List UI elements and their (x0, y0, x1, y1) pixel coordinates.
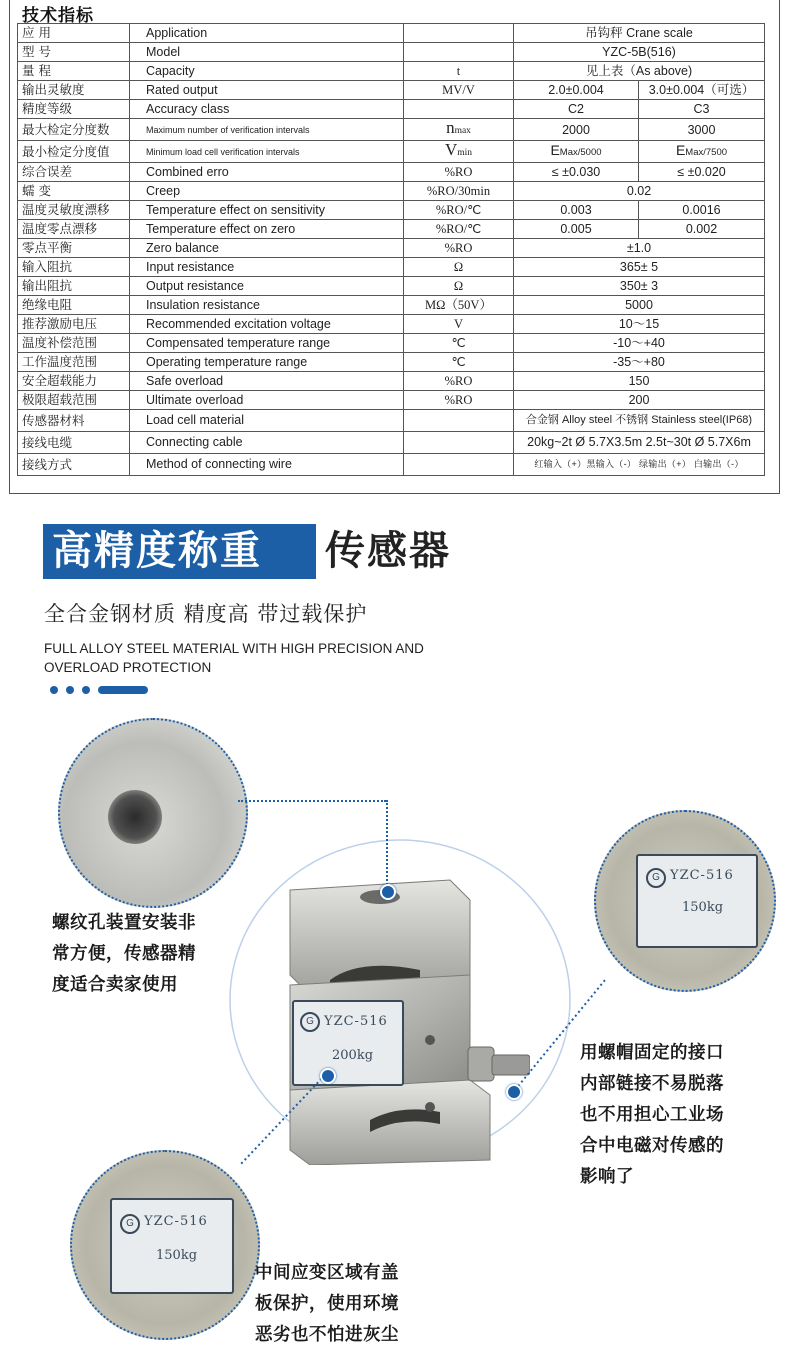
table-row: 接线方式 Method of connecting wire 红输入（+）黑输入（-） 绿输出（+） 白输出（-） (18, 454, 765, 476)
bar-icon (98, 686, 148, 694)
table-row: 工作温度范围 Operating temperature range ℃ -35～+80 (18, 353, 765, 372)
zoom-plate: G YZC-516 150kg (110, 1198, 234, 1294)
table-row: 量 程 Capacity t 见上表（As above) (18, 62, 765, 81)
table-row: 推荐激励电压 Recommended excitation voltage V 10～15 (18, 315, 765, 334)
table-row: 温度灵敏度漂移 Temperature effect on sensitivity %RO/℃ 0.003 0.0016 (18, 201, 765, 220)
subtitle-cn: 全合金钢材质 精度高 带过载保护 (44, 602, 368, 626)
table-row: 安全超载能力 Safe overload %RO 150 (18, 372, 765, 391)
leader-line (386, 800, 388, 888)
hotspot-icon (506, 1084, 522, 1100)
table-row: 输出阻抗 Output resistance Ω 350± 3 (18, 277, 765, 296)
callout-thread-hole: 螺纹孔装置安装非 常方便，传感器精 度适合卖家使用 (52, 913, 196, 995)
subtitle-en: FULL ALLOY STEEL MATERIAL WITH HIGH PRECISION AND OVERLOAD PROTECTION (44, 641, 424, 675)
table-row: 输出灵敏度 Rated output MV/V 2.0±0.004 3.0±0.004（可选） (18, 81, 765, 100)
headline-highlight: 高精度称重 (52, 528, 262, 574)
callout-cover-plate: 中间应变区域有盖 板保护，使用环境 恶劣也不怕进灰尘 (255, 1263, 399, 1345)
table-row: 精度等级 Accuracy class C2 C3 (18, 100, 765, 119)
zoom-nameplate-right (594, 810, 776, 992)
table-row: 传感器材料 Load cell material 合金钢 Alloy steel 不锈钢 Stainless steel(IP68) (18, 410, 765, 432)
dot-icon (66, 686, 74, 694)
table-row: 蠕 变 Creep %RO/30min 0.02 (18, 182, 765, 201)
product-stage (0, 700, 790, 1371)
leader-line (230, 1070, 340, 1180)
dot-icon (50, 686, 58, 694)
zoom-thread-hole (58, 718, 248, 908)
table-row: 绝缘电阻 Insulation resistance MΩ（50V） 5000 (18, 296, 765, 315)
table-row: 最大检定分度数 Maximum number of verification intervals nmax 2000 3000 (18, 119, 765, 141)
table-row: 输入阻抗 Input resistance Ω 365± 5 (18, 258, 765, 277)
headline-plain: 传感器 (325, 528, 451, 574)
callout-connector: 用螺帽固定的接口 内部链接不易脱落 也不用担心工业场 合中电磁对传感的 影响了 (580, 1043, 724, 1187)
model-plate: G YZC-516 200kg (292, 1000, 404, 1086)
leader-line (238, 800, 386, 802)
table-row: 综合误差 Combined erro %RO ≤ ±0.030 ≤ ±0.020 (18, 163, 765, 182)
table-row: 温度零点漂移 Temperature effect on zero %RO/℃ 0.005 0.002 (18, 220, 765, 239)
brand-logo-icon: G (646, 868, 666, 888)
table-row: 极限超载范围 Ultimate overload %RO 200 (18, 391, 765, 410)
table-row: 最小检定分度值 Minimum load cell verification intervals Vmin EMax/5000 EMax/7500 (18, 141, 765, 163)
brand-logo-icon: G (300, 1012, 320, 1032)
zoom-plate: G YZC-516 150kg (636, 854, 758, 948)
table-row: 型 号 Model YZC-5B(516) (18, 43, 765, 62)
hotspot-icon (320, 1068, 336, 1084)
spec-title: 技术指标 (22, 6, 94, 26)
spec-table (17, 23, 765, 476)
dot-icon (82, 686, 90, 694)
table-row: 零点平衡 Zero balance %RO ±1.0 (18, 239, 765, 258)
table-row: 应 用 Application 吊钩秤 Crane scale (18, 24, 765, 43)
hotspot-icon (380, 884, 396, 900)
table-row: 接线电缆 Connecting cable 20kg~2t Ø 5.7X3.5m 2.5t~30t Ø 5.7X6m (18, 432, 765, 454)
thread-hole-icon (108, 790, 162, 844)
table-row: 温度补偿范围 Compensated temperature range ℃ -10～+40 (18, 334, 765, 353)
brand-logo-icon: G (120, 1214, 140, 1234)
